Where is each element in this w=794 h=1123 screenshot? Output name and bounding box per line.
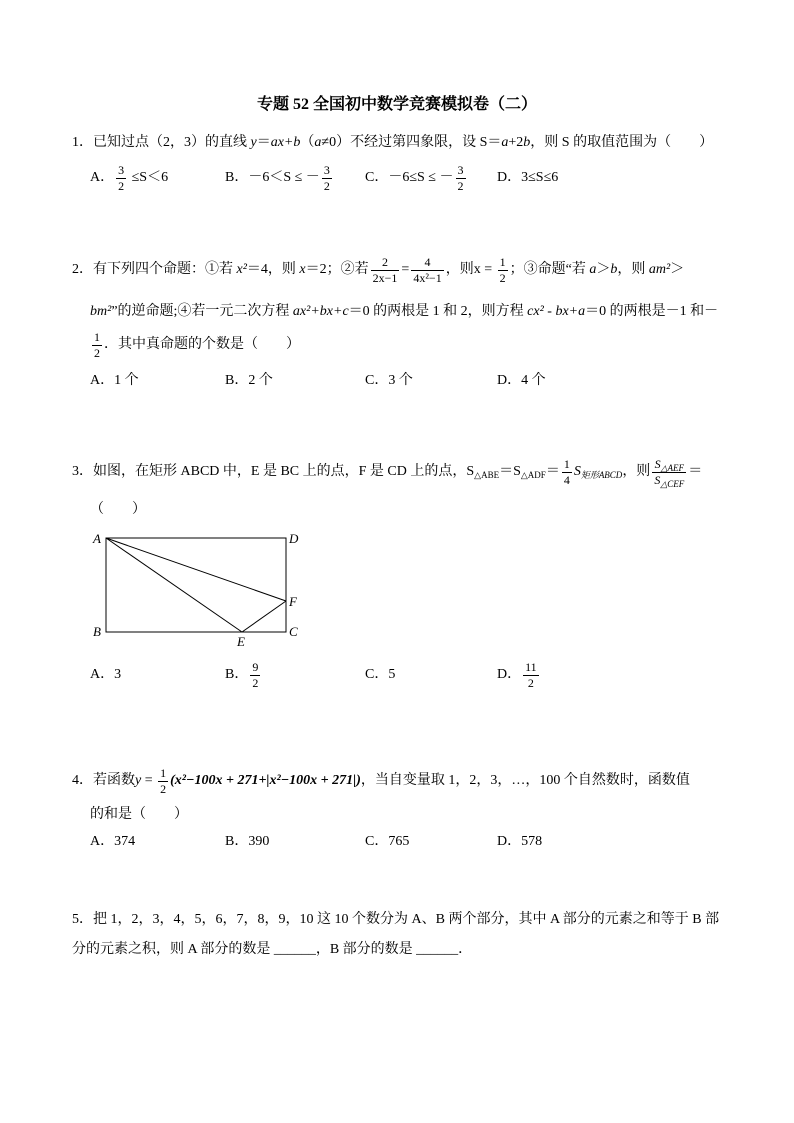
fraction [158, 767, 168, 796]
question-1-stem [72, 133, 713, 153]
fraction-denominator: 2 [457, 178, 464, 193]
option-label: D．578 [497, 834, 543, 849]
question-2-stem-line-1 [72, 255, 684, 285]
option-label: B．2 个 [225, 373, 273, 388]
fraction-denominator: 2 [118, 178, 125, 193]
stem-text: ，当自变量取 1，2，3，…，100 个自然数时，函数值 [360, 773, 690, 788]
q1-option-b [225, 163, 334, 193]
fraction [322, 164, 332, 193]
math-expression: cx² [527, 304, 544, 319]
fraction-numerator: 3 [323, 162, 330, 177]
option-label: C．－6≤S ≤ － [365, 170, 454, 185]
fraction [250, 661, 260, 690]
stem-group [93, 462, 499, 482]
math-variable: S [573, 464, 581, 479]
subscript: △CEF [660, 478, 685, 489]
math-expression: x² [236, 262, 247, 277]
question-number: 5． [72, 912, 93, 927]
fraction-denominator [652, 472, 686, 487]
fraction [92, 331, 102, 360]
stem-text: ，则 S 的取值范围为（ ） [530, 135, 714, 150]
q2-option-a [90, 371, 139, 391]
subscript: 矩形ABCD [580, 470, 623, 480]
stem-text: 已知过点（2，3）的直线 [93, 135, 251, 150]
q3-option-c [365, 660, 395, 690]
fraction [411, 256, 443, 285]
fraction [116, 164, 126, 193]
question-number: 2． [72, 262, 93, 277]
stem-text: ＞ [670, 262, 685, 277]
question-4-stem-line-1 [72, 766, 690, 796]
q4-option-c [365, 832, 409, 852]
stem-text: ．其中真命题的个数是（ ） [104, 337, 300, 352]
stem-text: = [141, 773, 157, 788]
math-group [574, 462, 623, 482]
option-label: D． [497, 667, 522, 682]
fraction-numerator: 1 [563, 456, 570, 471]
subscript: △ADF [520, 470, 546, 480]
stem-group [499, 462, 546, 482]
option-label: A．1 个 [90, 373, 139, 388]
stem-text: - [543, 304, 556, 319]
math-variable: b [610, 262, 618, 277]
stem-text: ＝S [499, 464, 521, 479]
math-variable: y [250, 135, 257, 150]
option-label: B．－6＜S ≤ － [225, 170, 320, 185]
answer-bracket: （ ） [90, 502, 146, 517]
stem-text: 的和是（ ） [90, 807, 188, 822]
option-label: D．3≤S≤6 [497, 170, 559, 185]
q3-option-d [497, 660, 541, 690]
segment-ef [242, 601, 286, 632]
math-variable: y [135, 773, 142, 788]
question-5-stem-line-2 [72, 940, 472, 960]
fraction [498, 256, 508, 285]
stem-text: ≠0）不经过第四象限，设 S＝ [321, 135, 502, 150]
fraction-denominator: 2 [323, 178, 330, 193]
fraction-numerator: 11 [525, 659, 537, 674]
option-label: A． [90, 170, 115, 185]
stem-text: ＝ [545, 464, 560, 479]
stem-text: ＝0 的两根是－1 和－ [585, 304, 719, 319]
subscript: △ABE [474, 470, 500, 480]
option-label: D．4 个 [497, 373, 546, 388]
fraction-denominator: 2 [160, 781, 167, 796]
fraction [523, 661, 539, 690]
question-4-stem-line-2 [90, 805, 188, 825]
stem-text: ；③命题“若 [509, 262, 590, 277]
stem-text: （ [300, 135, 315, 150]
math-variable: S [654, 472, 661, 487]
stem-text: ＝0 的两根是 1 和 2，则方程 [348, 304, 528, 319]
option-label: C．765 [365, 834, 410, 849]
fraction-numerator: 3 [457, 162, 464, 177]
fraction-numerator: 2 [382, 254, 389, 269]
stem-text: 有下列四个命题：①若 [93, 262, 237, 277]
question-3-stem-line-2 [90, 500, 146, 520]
fraction [562, 458, 572, 487]
stem-text: +2 [508, 135, 524, 150]
math-variable: S [654, 456, 661, 471]
segment-af [106, 538, 286, 601]
math-expression: am² [648, 262, 671, 277]
fraction-numerator: 9 [252, 659, 259, 674]
stem-text: ”的逆命题;④若一元二次方程 [111, 304, 293, 319]
fraction-numerator [652, 458, 686, 472]
q2-option-c [365, 371, 413, 391]
q4-option-d [497, 832, 542, 852]
label-c: C [289, 624, 298, 639]
stem-text: 若函数 [93, 773, 135, 788]
stem-text: ＝ [688, 464, 703, 479]
q2-option-b [225, 371, 273, 391]
q1-option-a [90, 163, 168, 193]
question-number: 3． [72, 464, 93, 479]
option-label: A．374 [90, 834, 136, 849]
rectangle-figure [88, 526, 308, 650]
label-d: D [289, 531, 299, 546]
question-5-stem-line-1 [72, 910, 719, 930]
stem-text: ，则x = [445, 262, 496, 277]
question-2-stem-line-2 [90, 302, 718, 322]
fraction-numerator: 3 [118, 162, 125, 177]
math-expression: ax+b [270, 135, 301, 150]
page-title: 专题 52 全国初中数学竞赛模拟卷（二） [256, 96, 537, 113]
question-number: 1． [72, 135, 93, 150]
fraction-denominator: 4x²−1 [413, 270, 442, 285]
rectangle-abcd [106, 538, 286, 632]
fraction-denominator: 2 [94, 345, 100, 360]
math-expression: bm² [90, 304, 112, 319]
option-label: B． [225, 667, 249, 682]
fraction-numerator: 4 [424, 254, 431, 269]
stem-text: ＝4，则 [246, 262, 300, 277]
question-2-stem-line-3 [90, 330, 300, 360]
segment-ae [106, 538, 242, 632]
q1-option-d [497, 163, 558, 193]
stem-text: 分的元素之积，则 A 部分的数是 ______，B 部分的数是 ______． [72, 942, 473, 957]
stem-text: ＝ [256, 135, 271, 150]
label-b: B [93, 624, 101, 639]
math-expression: (x²−100x + 271+|x²−100x + 271|) [170, 773, 361, 788]
option-label: A．3 [90, 667, 122, 682]
math-variable: a [589, 262, 597, 277]
subscript: △AEF [660, 462, 684, 473]
fraction-denominator: 2 [523, 675, 539, 690]
fraction [371, 256, 400, 285]
area-ratio-fraction [652, 458, 686, 487]
math-variable: x [299, 262, 306, 277]
fraction-denominator: 2x−1 [372, 270, 398, 285]
option-label: C．3 个 [365, 373, 413, 388]
question-number: 4． [72, 773, 93, 788]
fraction-denominator: 2 [252, 675, 259, 690]
fraction-denominator: 2 [499, 270, 506, 285]
fraction-numerator: 1 [160, 765, 167, 780]
math-variable: a [314, 135, 322, 150]
stem-text: ＞ [596, 262, 611, 277]
q1-option-c [365, 163, 468, 193]
option-label: B．390 [225, 834, 270, 849]
q3-option-a [90, 660, 121, 690]
stem-text: ，则 [622, 464, 651, 479]
option-label: C．5 [365, 667, 396, 682]
stem-text: ＝2；②若 [305, 262, 369, 277]
q3-option-b [225, 660, 262, 690]
stem-text: 把 1，2，3，4，5，6，7，8，9，10 这 10 个数分为 A、B 两个部分，其中 A 部分的元素之和等于 B 部 [93, 912, 720, 927]
math-expression: ax²+bx+c [292, 304, 349, 319]
q2-option-d [497, 371, 546, 391]
question-3-stem-line-1 [72, 453, 702, 491]
fraction-numerator: 1 [499, 254, 506, 269]
math-variable: a [501, 135, 509, 150]
fraction-denominator: 4 [563, 472, 570, 487]
q4-option-b [225, 832, 269, 852]
stem-text: 如图，在矩形 ABCD 中，E 是 BC 上的点，F 是 CD 上的点，S [93, 464, 475, 479]
fraction-numerator: 1 [94, 329, 100, 344]
label-a: A [93, 531, 101, 546]
math-expression: bx+a [555, 304, 586, 319]
option-text: ≤S＜6 [128, 170, 169, 185]
q4-option-a [90, 832, 135, 852]
math-variable: b [523, 135, 531, 150]
stem-text: ，则 [617, 262, 649, 277]
stem-text: = [401, 262, 410, 277]
fraction [456, 164, 466, 193]
label-f: F [289, 594, 297, 609]
label-e: E [237, 634, 245, 649]
